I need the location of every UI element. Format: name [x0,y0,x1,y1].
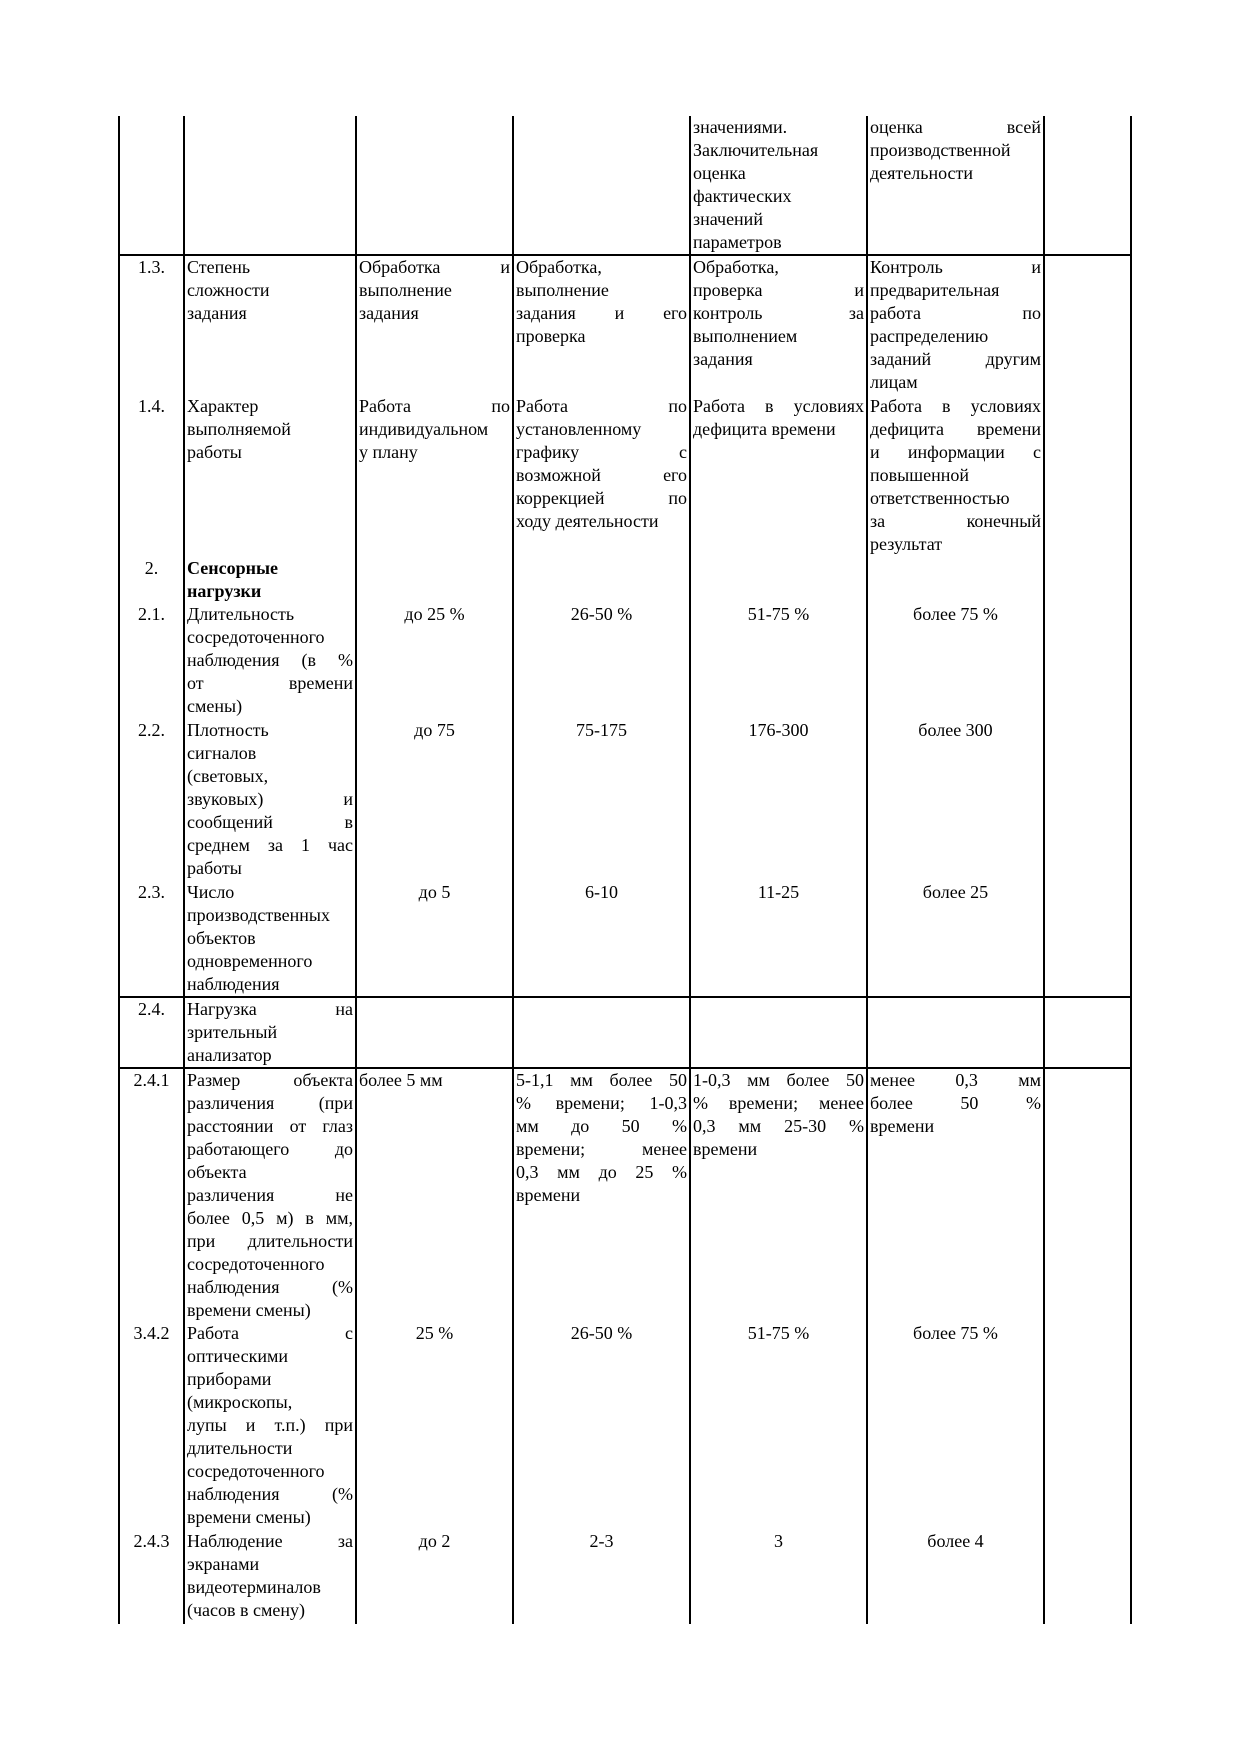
cell-line: более 50 % [870,1093,1041,1113]
cell-c3: 2-3 [513,1530,690,1624]
cell-line: наблюдения (% [187,1277,353,1297]
cell-line: задания [187,303,247,323]
cell-line: при длительности [187,1231,353,1251]
row-number: 2.4.3 [119,1530,184,1624]
cell-c5: более 75 % [867,603,1044,719]
cell-line: Характер [187,396,259,416]
row-number: 2.1. [119,603,184,719]
cell-c3 [513,255,690,395]
cell-c5 [867,557,1044,603]
table-body [119,116,1131,1624]
cell-line: экранами [187,1554,260,1574]
cell-line: сосредоточенного [187,627,325,647]
cell-line: выполнение [359,280,452,300]
cell-line: работы [187,858,242,878]
cell-line: более 0,5 м) в мм, [187,1208,353,1228]
cell-c2: до 2 [356,1530,513,1624]
cell-line: среднем за 1 час [187,835,353,855]
cell-c3 [513,395,690,557]
cell-c2 [356,557,513,603]
cell-line: значениями. [693,117,788,137]
cell-c3 [513,557,690,603]
cell-line: времени [693,1139,758,1159]
cell-c4: 3 [690,1530,867,1624]
cell-line: фактических [693,186,792,206]
cell-line: смены) [187,696,243,716]
cell-c1 [184,881,356,997]
table-row [119,1530,1131,1624]
cell-line: сосредоточенного [187,1254,325,1274]
cell-line: Наблюдение за [187,1531,353,1551]
cell-empty [1044,881,1131,997]
cell-c1 [184,255,356,395]
cell-line: сложности [187,280,270,300]
cell-line: задания [693,349,753,369]
row-number: 1.3. [119,255,184,395]
cell-line: 1-0,3 мм более 50 [693,1070,864,1090]
cell-c5 [867,116,1044,255]
cell-c2: до 75 [356,719,513,881]
cell-line: звуковых) и [187,789,353,809]
cell-c3: 26-50 % [513,1322,690,1530]
cell-c1 [184,1068,356,1322]
row-number: 2.3. [119,881,184,997]
cell-line: Работа в условиях [870,396,1041,416]
cell-line: мм до 50 % [516,1116,687,1136]
cell-c3: 26-50 % [513,603,690,719]
cell-line: Работа в условиях [693,396,864,416]
cell-line: установленному [516,419,642,439]
cell-line: (часов в смену) [187,1600,306,1620]
table-row [119,997,1131,1068]
cell-line: оценка всей [870,117,1041,137]
cell-line: времени [870,1116,935,1136]
cell-line: работающего до [187,1139,353,1159]
cell-c2 [356,997,513,1068]
cell-line: производственных [187,905,330,925]
cell-line: времени; менее [516,1139,687,1159]
cell-line: задания и его [516,303,687,323]
cell-line: % времени; менее [693,1093,864,1113]
cell-line: зрительный [187,1022,278,1042]
cell-line: Длительность [187,604,295,624]
cell-c5: более 25 [867,881,1044,997]
cell-line: выполнение [516,280,609,300]
criteria-table [118,116,1132,1624]
cell-empty [1044,1530,1131,1624]
cell-line: распределению [870,326,989,346]
row-number: 1.4. [119,395,184,557]
cell-line: Сенсорные [187,558,278,578]
cell-empty [1044,116,1131,255]
cell-c2: до 5 [356,881,513,997]
row-number: 3.4.2 [119,1322,184,1530]
cell-line: лупы и т.п.) при [187,1415,353,1435]
cell-c2 [356,1068,513,1322]
cell-line: наблюдения [187,974,280,994]
cell-c2 [356,255,513,395]
cell-line: работа по [870,303,1041,323]
cell-line: объектов [187,928,256,948]
cell-line: расстоянии от глаз [187,1116,353,1136]
cell-line: за конечный [870,511,1041,531]
cell-line: лицам [870,372,918,392]
cell-line: ходу деятельности [516,511,659,531]
cell-c1 [184,395,356,557]
cell-line: Степень [187,257,251,277]
cell-line: нагрузки [187,581,262,601]
cell-line: % времени; 1-0,3 [516,1093,687,1113]
cell-line: повышенной [870,465,969,485]
cell-line: дефицита времени [693,419,836,439]
cell-line: ответственностью [870,488,1010,508]
table-row [119,116,1131,255]
cell-line: различения не [187,1185,353,1205]
table-row [119,1068,1131,1322]
cell-line: Обработка, [516,257,602,277]
row-number: 2.4.1 [119,1068,184,1322]
table-row [119,1322,1131,1530]
cell-line: более 5 мм [359,1070,443,1090]
cell-c5 [867,997,1044,1068]
cell-line: (микроскопы, [187,1392,293,1412]
cell-line: сосредоточенного [187,1461,325,1481]
cell-line: 0,3 мм до 25 % [516,1162,687,1182]
cell-c4 [690,116,867,255]
cell-line: коррекцией по [516,488,687,508]
row-number: 2.2. [119,719,184,881]
cell-line: заданий другим [870,349,1041,369]
cell-line: возможной его [516,465,687,485]
cell-c1 [184,719,356,881]
cell-line: проверка и [693,280,864,300]
cell-c3: 75-175 [513,719,690,881]
cell-c1 [184,1530,356,1624]
cell-line: Работа по [516,396,687,416]
cell-empty [1044,557,1131,603]
cell-line: Число [187,882,235,902]
table-row [119,719,1131,881]
cell-c2: до 25 % [356,603,513,719]
cell-c5: более 300 [867,719,1044,881]
cell-c3 [513,116,690,255]
cell-c5 [867,1068,1044,1322]
cell-c1 [184,997,356,1068]
cell-line: оценка [693,163,746,183]
cell-c2 [356,116,513,255]
cell-empty [1044,603,1131,719]
cell-c1 [184,603,356,719]
cell-c1 [184,1322,356,1530]
cell-empty [1044,1068,1131,1322]
cell-line: у плану [359,442,418,462]
cell-c5: более 75 % [867,1322,1044,1530]
cell-line: контроль за [693,303,864,323]
cell-c4 [690,255,867,395]
cell-line: наблюдения (в % [187,650,353,670]
cell-line: проверка [516,326,586,346]
cell-empty [1044,395,1131,557]
cell-line: 0,3 мм 25-30 % [693,1116,864,1136]
row-number: 2. [119,557,184,603]
cell-c4: 176-300 [690,719,867,881]
table-row [119,255,1131,395]
cell-c2 [356,395,513,557]
cell-c4 [690,1068,867,1322]
cell-line: сигналов [187,743,257,763]
cell-line: графику с [516,442,687,462]
cell-line: индивидуальном [359,419,489,439]
row-number [119,116,184,255]
cell-line: задания [359,303,419,323]
table-row [119,881,1131,997]
cell-c5 [867,255,1044,395]
cell-empty [1044,1322,1131,1530]
cell-c1 [184,557,356,603]
cell-line: видеотерминалов [187,1577,321,1597]
cell-line: значений [693,209,763,229]
cell-c5: более 4 [867,1530,1044,1624]
cell-c4 [690,557,867,603]
cell-line: Обработка, [693,257,779,277]
cell-c4: 51-75 % [690,1322,867,1530]
cell-line: оптическими [187,1346,289,1366]
cell-empty [1044,997,1131,1068]
cell-line: производственной [870,140,1011,160]
table-row [119,395,1131,557]
cell-c3 [513,1068,690,1322]
cell-line: дефицита времени [870,419,1041,439]
cell-line: параметров [693,232,782,252]
cell-line: одновременного [187,951,313,971]
cell-empty [1044,719,1131,881]
cell-line: Контроль и [870,257,1041,277]
cell-c3 [513,997,690,1068]
cell-line: результат [870,534,943,554]
cell-line: анализатор [187,1045,272,1065]
cell-line: от времени [187,673,353,693]
row-number: 2.4. [119,997,184,1068]
cell-line: объекта [187,1162,247,1182]
cell-c4 [690,395,867,557]
cell-line: 5-1,1 мм более 50 [516,1070,687,1090]
cell-line: Работа с [187,1323,353,1343]
cell-line: предварительная [870,280,1000,300]
cell-line: работы [187,442,242,462]
cell-line: Нагрузка на [187,999,353,1019]
table-row [119,603,1131,719]
cell-empty [1044,255,1131,395]
cell-line: Размер объекта [187,1070,353,1090]
cell-line: наблюдения (% [187,1484,353,1504]
cell-c3: 6-10 [513,881,690,997]
cell-c2: 25 % [356,1322,513,1530]
cell-line: приборами [187,1369,272,1389]
cell-line: Плотность [187,720,269,740]
cell-line: времени [516,1185,581,1205]
cell-line: различения (при [187,1093,353,1113]
cell-c4: 51-75 % [690,603,867,719]
cell-line: времени смены) [187,1507,311,1527]
cell-c4 [690,997,867,1068]
cell-line: выполнением [693,326,798,346]
cell-line: Обработка и [359,257,510,277]
table-row [119,557,1131,603]
cell-line: и информации с [870,442,1041,462]
cell-c4: 11-25 [690,881,867,997]
cell-line: Работа по [359,396,510,416]
cell-line: (световых, [187,766,269,786]
cell-line: менее 0,3 мм [870,1070,1041,1090]
cell-line: деятельности [870,163,974,183]
cell-line: длительности [187,1438,293,1458]
cell-line: Заключительная [693,140,819,160]
cell-c1 [184,116,356,255]
cell-c5 [867,395,1044,557]
cell-line: сообщений в [187,812,353,832]
cell-line: времени смены) [187,1300,311,1320]
cell-line: выполняемой [187,419,291,439]
